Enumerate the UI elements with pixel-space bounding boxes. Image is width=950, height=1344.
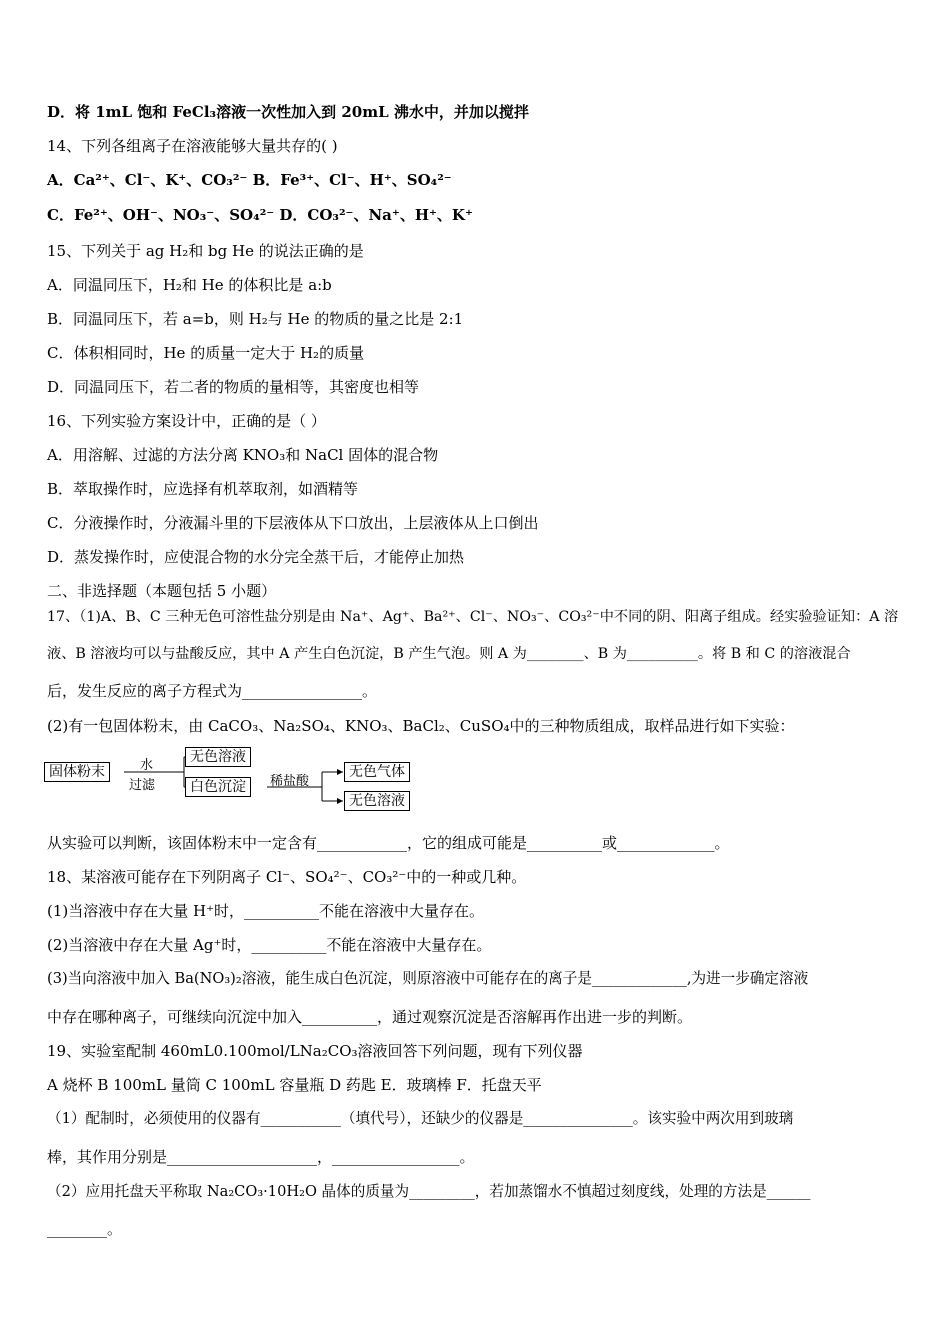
question-16: 16、下列实验方案设计中，正确的是（ ） bbox=[47, 412, 326, 430]
q19-instruments: A 烧杯 B 100mL 量筒 C 100mL 容量瓶 D 药匙 E．玻璃棒 F．托盘天平 bbox=[47, 1076, 542, 1094]
q17-line-2: 液、B 溶液均可以与盐酸反应，其中 A 产生白色沉淀，B 产生气泡。则 A 为________、B 为__________。将 B 和 C 的溶液混合 bbox=[47, 646, 851, 662]
q16-option-d: D．蒸发操作时，应使混合物的水分完全蒸干后，才能停止加热 bbox=[47, 548, 465, 566]
flow-filter-label: 过滤 bbox=[129, 778, 156, 793]
q19-part2-line2: ________。 bbox=[47, 1220, 123, 1238]
q18-part3-line1: (3)当向溶液中加入 Ba(NO₃)₂溶液，能生成白色沉淀，则原溶液中可能存在的离子是_____________,为进一步确定溶液 bbox=[47, 970, 809, 987]
q16-option-c: C．分液操作时，分液漏斗里的下层液体从下口放出，上层液体从上口倒出 bbox=[47, 514, 539, 532]
flow-colorless-gas: 无色气体 bbox=[344, 762, 410, 782]
q14-options-cd: C．Fe²⁺、OH⁻、NO₃⁻、SO₄²⁻ D．CO₃²⁻、Na⁺、H⁺、K⁺ bbox=[47, 206, 473, 224]
q15-option-b: B．同温同压下，若 a=b，则 H₂与 He 的物质的量之比是 2:1 bbox=[47, 310, 464, 328]
question-18: 18、某溶液可能存在下列阴离子 Cl⁻、SO₄²⁻、CO₃²⁻中的一种或几种。 bbox=[47, 868, 527, 886]
flow-dilute-hcl-label: 稀盐酸 bbox=[270, 774, 310, 789]
q17-conclusion: 从实验可以判断，该固体粉末中一定含有____________，它的组成可能是__________或_____________。 bbox=[47, 834, 730, 852]
q19-part2-line1: （2）应用托盘天平称取 Na₂CO₃·10H₂O 晶体的质量为_________，若加蒸馏水不慎超过刻度线，处理的方法是______ bbox=[47, 1183, 811, 1200]
flow-colorless-solution-2: 无色溶液 bbox=[344, 791, 410, 811]
question-19: 19、实验室配制 460mL0.100mol/LNa₂CO₃溶液回答下列问题，现有下列仪器 bbox=[47, 1042, 583, 1060]
q17-line-1: 17、（1)A、B、C 三种无色可溶性盐分别是由 Na⁺、Ag⁺、Ba²⁺、Cl⁻、NO₃⁻、CO₃²⁻中不同的阴、阳离子组成。经实验验证知：A 溶 bbox=[47, 609, 899, 625]
q18-part1: (1)当溶液中存在大量 H⁺时，__________不能在溶液中大量存在。 bbox=[47, 902, 485, 920]
question-15: 15、下列关于 ag H₂和 bg He 的说法正确的是 bbox=[47, 242, 364, 260]
flow-solid-powder: 固体粉末 bbox=[44, 762, 110, 782]
q18-part2: (2)当溶液中存在大量 Ag⁺时，__________不能在溶液中大量存在。 bbox=[47, 936, 492, 954]
q14-options-ab: A．Ca²⁺、Cl⁻、K⁺、CO₃²⁻ B．Fe³⁺、Cl⁻、H⁺、SO₄²⁻ bbox=[47, 171, 452, 189]
flow-water-label: 水 bbox=[140, 758, 154, 773]
q16-option-a: A．用溶解、过滤的方法分离 KNO₃和 NaCl 固体的混合物 bbox=[47, 446, 439, 464]
flow-white-precipitate: 白色沉淀 bbox=[185, 777, 251, 797]
question-14: 14、下列各组离子在溶液能够大量共存的( ) bbox=[47, 137, 338, 155]
q16-option-b: B．萃取操作时，应选择有机萃取剂，如酒精等 bbox=[47, 480, 359, 498]
q15-option-c: C．体积相同时，He 的质量一定大于 H₂的质量 bbox=[47, 344, 365, 362]
section-two-heading: 二、非选择题（本题包括 5 小题） bbox=[47, 582, 277, 600]
q17-line-3: 后，发生反应的离子方程式为________________。 bbox=[47, 682, 378, 700]
q19-part1-line2: 棒，其作用分别是____________________，_________________。 bbox=[47, 1148, 475, 1166]
flow-colorless-solution-1: 无色溶液 bbox=[185, 747, 251, 767]
q19-part1-line1: （1）配制时，必须使用的仪器有___________（填代号），还缺少的仪器是_______________。该实验中两次用到玻璃 bbox=[47, 1110, 794, 1127]
q15-option-d: D．同温同压下，若二者的物质的量相等，其密度也相等 bbox=[47, 378, 420, 396]
q17-part2: (2)有一包固体粉末，由 CaCO₃、Na₂SO₄、KNO₃、BaCl₂、CuSO₄中的三种物质组成，取样品进行如下实验： bbox=[47, 717, 795, 735]
q15-option-a: A．同温同压下，H₂和 He 的体积比是 a:b bbox=[47, 276, 332, 294]
q18-part3-line2: 中存在哪种离子，可继续向沉淀中加入__________，通过观察沉淀是否溶解再作出进一步的判断。 bbox=[47, 1008, 693, 1026]
line-13d: D．将 1mL 饱和 FeCl₃溶液一次性加入到 20mL 沸水中，并加以搅拌 bbox=[47, 103, 529, 121]
